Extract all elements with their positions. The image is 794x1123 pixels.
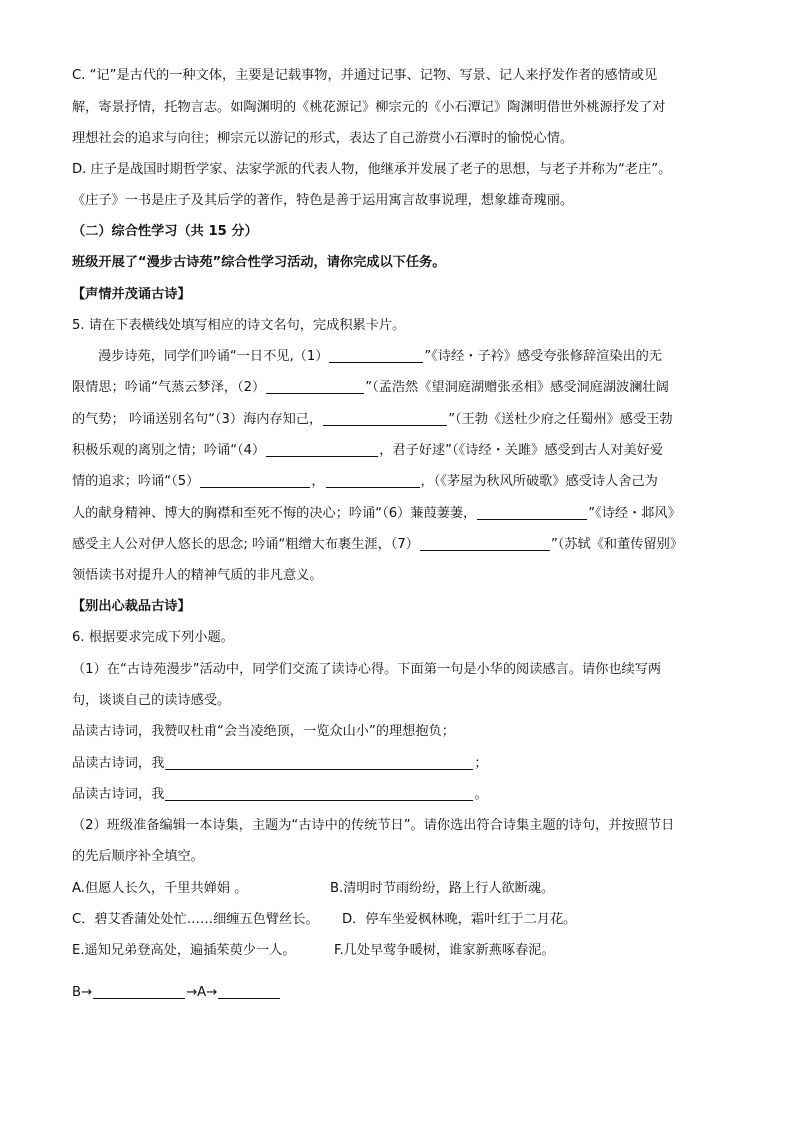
- option-c-line-1: C. “记”是古代的一种文体，主要是记载事物，并通过记事、记物、写景、记人来抒发作者的感情或见: [72, 68, 658, 83]
- section-heading-comprehensive: （二）综合性学习（共 15 分）: [72, 224, 258, 239]
- answer-blank-6[interactable]: [477, 505, 587, 520]
- q5-line-4: 积极乐观的离别之情；吟诵“（4） ，君子好逑”（《诗经・关雎》感受到古人对美好爱: [72, 443, 664, 458]
- q6-fill-line-2: 品读古诗词，我 。: [72, 787, 488, 802]
- option-e: E.遥知兄弟登高处，遍插茱萸少一人。: [72, 943, 296, 958]
- option-d: D．停车坐爱枫林晚，霜叶红于二月花。: [342, 912, 577, 927]
- question-5-prompt: 5. 请在下表横线处填写相应的诗文名句，完成积累卡片。: [72, 318, 406, 333]
- option-f: F.几处早莺争暖树，谁家新燕啄春泥。: [334, 943, 555, 958]
- q5-line-6: 人的献身精神、博大的胸襟和至死不悔的决心；吟诵“（6）蒹葭萋萋， ”《诗经・邶风》: [72, 506, 681, 521]
- option-d-line-2: 《庄子》一书是庄子及其后学的著作，特色是善于运用寓言故事说理，想象雄奇瑰丽。: [72, 193, 574, 208]
- q5-line-1: 漫步诗苑，同学们吟诵“一日不见,（1） ”《诗经・子衿》感受夸张修辞渲染出的无: [98, 349, 663, 364]
- answer-blank-7[interactable]: [420, 536, 550, 551]
- answer-blank-5a[interactable]: [200, 473, 310, 488]
- activity-intro: 班级开展了“漫步古诗苑”综合性学习活动，请你完成以下任务。: [72, 255, 446, 270]
- q5-line-7: 感受主人公对伊人悠长的思念; 吟诵“粗缯大布裹生涯，（7） ”（苏轼《和董传留别》: [72, 537, 684, 552]
- option-c-line-2: 解，寄景抒情，托物言志。如陶渊明的《桃花源记》柳宗元的《小石潭记》陶渊明借世外桃源抒发了对: [72, 100, 666, 115]
- q5-line-3: 的气势； 吟诵送别名句“（3）海内存知己， ”（王勃《送杜少府之任蜀州》感受王勃: [72, 412, 673, 427]
- q5-line-2: 限情思；吟诵“气蒸云梦泽，（2） ”（孟浩然《望洞庭湖赠张丞相》感受洞庭湖波澜壮阔: [72, 380, 669, 395]
- answer-blank-6-2[interactable]: [165, 786, 473, 801]
- answer-blank-6-1[interactable]: [165, 755, 473, 770]
- q6-part1-line-2: 句，谈谈自己的读诗感受。: [72, 693, 231, 708]
- festival-sequence-line: B→ →A→: [72, 983, 732, 1003]
- answer-blank-3[interactable]: [323, 411, 447, 426]
- q5-line-8: 领悟读书对提升人的精神气质的非凡意义。: [72, 568, 323, 583]
- q6-fill-line-1: 品读古诗词，我 ；: [72, 756, 488, 771]
- answer-blank-4[interactable]: [266, 442, 378, 457]
- subsection-appreciate: 【别出心裁品古诗】: [72, 599, 191, 614]
- answer-blank-5b[interactable]: [326, 473, 420, 488]
- option-a: A.但愿人长久，千里共婵娟 。: [72, 881, 248, 896]
- subsection-recite: 【声情并茂诵古诗】: [72, 287, 191, 302]
- q5-line-5: 情的追求；吟诵“（5） ， ，（《茅屋为秋风所破歌》感受诗人舍己为: [72, 474, 658, 489]
- answer-blank-1[interactable]: [329, 348, 423, 363]
- question-6-intro: 6. 根据要求完成下列小题。: [72, 630, 234, 645]
- q6-part2-line-2: 的先后顺序补全填空。: [72, 849, 204, 864]
- q6-part2-line-1: （2）班级准备编辑一本诗集，主题为“古诗中的传统节日”。请你选出符合诗集主题的诗句，并按照节日: [72, 818, 675, 833]
- option-d-line-1: D. 庄子是战国时期哲学家、法家学派的代表人物，他继承并发展了老子的思想，与老子并称为“老庄”。: [72, 162, 672, 177]
- option-c: C．碧艾香蒲处处忙……细缠五色臂丝长。: [72, 912, 319, 927]
- sequence-blank-1[interactable]: [93, 984, 185, 999]
- option-c-line-3: 理想社会的追求与向往；柳宗元以游记的形式，表达了自己游赏小石潭时的愉悦心情。: [72, 131, 574, 146]
- answer-blank-2[interactable]: [266, 379, 364, 394]
- option-b: B.清明时节雨纷纷，路上行人欲断魂。: [330, 881, 555, 896]
- q6-part1-line-1: （1）在“古诗苑漫步”活动中，同学们交流了读诗心得。下面第一句是小华的阅读感言。请你也续写两: [72, 662, 662, 677]
- sequence-blank-2[interactable]: [218, 984, 280, 999]
- q6-example-sentence: 品读古诗词，我赞叹杜甫“会当凌绝顶，一览众山小”的理想抱负；: [72, 724, 455, 739]
